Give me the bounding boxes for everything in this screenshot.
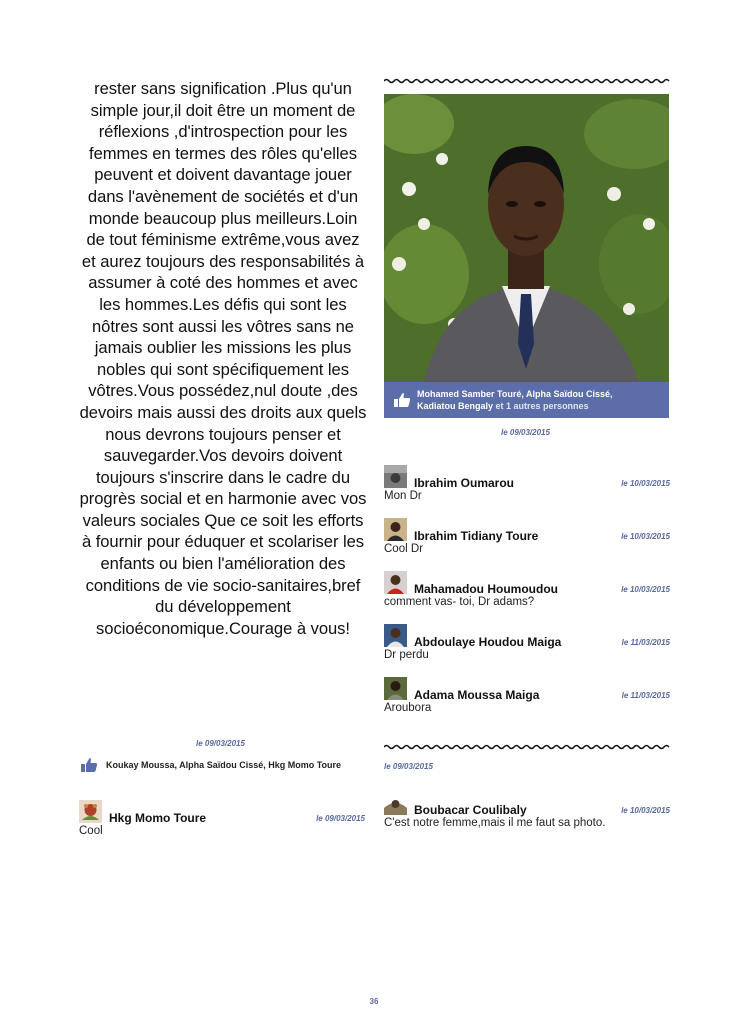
comment (384, 518, 670, 555)
photo-likers-line2: Kadiatou Bengaly (417, 401, 494, 411)
comment-text: C'est notre femme,mais il me faut sa photo. (384, 817, 606, 829)
comment (384, 677, 670, 714)
photo-like-bar (384, 382, 669, 418)
avatar[interactable] (384, 518, 407, 541)
avatar[interactable] (384, 465, 407, 488)
comment-text: Aroubora (384, 702, 432, 714)
avatar[interactable] (79, 800, 102, 823)
commenter-name[interactable]: Abdoulaye Houdou Maiga (414, 635, 562, 649)
comment-date: le 10/03/2015 (621, 532, 670, 541)
comment-date: le 09/03/2015 (316, 814, 365, 823)
comment (79, 800, 365, 837)
avatar[interactable] (384, 571, 407, 594)
comment-date: le 10/03/2015 (621, 806, 670, 815)
page-number: 36 (369, 997, 379, 1006)
photo-likers[interactable] (417, 388, 613, 412)
comment-text: Mon Dr (384, 490, 422, 502)
commenter-name[interactable]: Hkg Momo Toure (109, 811, 207, 825)
commenter-name[interactable]: Adama Moussa Maiga (414, 688, 540, 702)
comment-date: le 10/03/2015 (621, 479, 670, 488)
thumbs-up-icon[interactable] (80, 757, 98, 773)
commenter-name[interactable]: Ibrahim Oumarou (414, 476, 515, 490)
post-date: le 09/03/2015 (384, 762, 433, 771)
comment-text: Dr perdu (384, 649, 429, 661)
thumbs-up-icon[interactable] (393, 392, 411, 408)
comment-date: le 11/03/2015 (621, 638, 670, 647)
comment (384, 792, 670, 829)
comment-text: Cool Dr (384, 543, 423, 555)
post-body (78, 78, 368, 639)
portrait-photo[interactable] (384, 94, 669, 382)
wavy-divider (384, 77, 670, 85)
comment-text: Cool (79, 825, 103, 837)
comment-date: le 11/03/2015 (621, 691, 670, 700)
post-date: le 09/03/2015 (196, 739, 245, 748)
photo-likers-more[interactable]: et 1 autres personnes (495, 401, 589, 411)
comment (384, 465, 670, 502)
comment (384, 571, 670, 608)
photo-likers-line1: Mohamed Samber Touré, Alpha Saïdou Cissé, (417, 389, 613, 399)
photo-date: le 09/03/2015 (501, 428, 550, 437)
avatar[interactable] (384, 677, 407, 700)
comment (384, 624, 670, 661)
post-text: rester sans signification .Plus qu'un simple jour,il doit être un moment de réflexions ,d'introspection pour les femmes en termes des rôles qu'elles peuvent et doivent davantage jouer dans l'avènement de sociétés et d'un monde beaucoup plus meilleurs.Loin de tout féminisme extrême,vous avez et aurez toujours des responsabilités à assumer à coté des hommes et avec les hommes.Les défis qui sont les nôtres sont aussi les vôtres sans ne jamais oublier les missions les plus nobles qui sont spécifiquement les vôtres.Vous possédez,nul doute ,des devoirs mais aussi des droits aux quels nous devrons toujours penser et sauvegarder.Vos devoirs doivent toujours s'inscrire dans le cadre du progrès social et en harmonie avec vos valeurs sociales Que ce soit les efforts à fournir pour éduquer et scolariser les enfants ou bien l'amélioration des conditions de vie socio-sanitaires,bref du développement socioéconomique.Courage à vous! (79, 79, 367, 638)
avatar[interactable] (384, 792, 407, 815)
commenter-name[interactable]: Ibrahim Tidiany Toure (414, 529, 539, 543)
like-row (80, 757, 341, 773)
commenter-name[interactable]: Mahamadou Houmoudou (414, 582, 558, 596)
avatar[interactable] (384, 624, 407, 647)
comment-date: le 10/03/2015 (621, 585, 670, 594)
commenter-name[interactable]: Boubacar Coulibaly (414, 803, 527, 817)
comment-text: comment vas- toi, Dr adams? (384, 596, 535, 608)
wavy-divider (384, 743, 670, 751)
likers-list[interactable]: Koukay Moussa, Alpha Saïdou Cissé, Hkg Momo Toure (106, 760, 342, 770)
